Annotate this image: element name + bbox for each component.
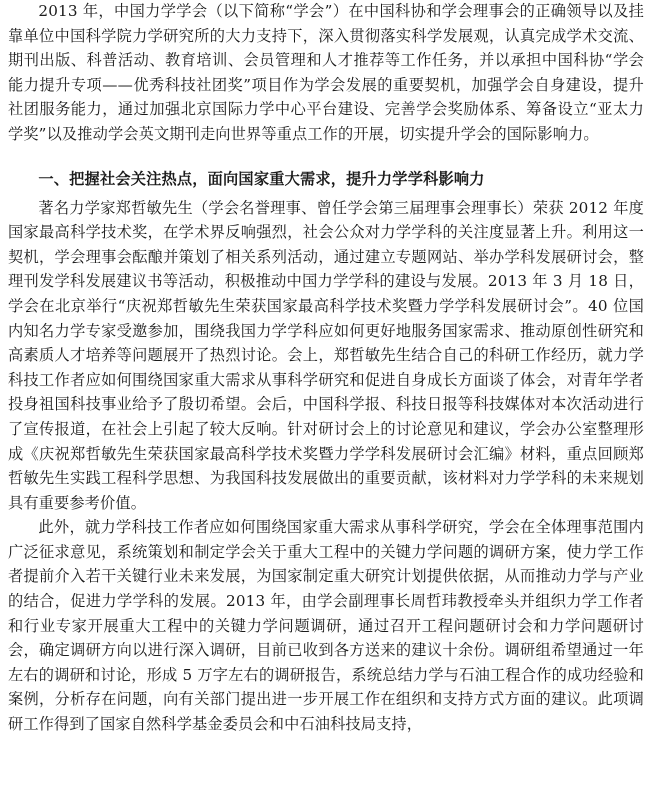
section-paragraph-1: 著名力学家郑哲敏先生（学会名誉理事、曾任学会第三届理事会理事长）荣获 2012 年度国家最高科学技术奖，在学术界反响强烈，社会公众对力学学科的关注度显著上升。利用这一契机，学会理事会酝酿并策划了相关系列活动，通过建立专题网站、举办学科发展研讨会，整理刊发学科发展建议书等活动，积极推动中国力学学科的建设与发展。2013 年 3 月 18 日，学会在北京举行“庆祝郑哲敏先生荣获国家最高科学技术奖暨力学学科发展研讨会”。40 位国内知名力学专家受邀参加，围绕我国力学学科应如何更好地服务国家需求、推动原创性研究和高素质人才培养等问题展开了热烈讨论。会上，郑哲敏先生结合自己的科研工作经历，就力学科技工作者应如何围绕国家重大需求从事科学研究和促进自身成长方面谈了体会，对青年学者投身祖国科技事业给予了殷切希望。会后，中国科学报、科技日报等科技媒体对本次活动进行了宣传报道，在社会上引起了较大反响。针对研讨会上的讨论意见和建议，学会办公室整理形成《庆祝郑哲敏先生荣获国家最高科学技术奖暨力学学科发展研讨会汇编》材料，重点回顾郑哲敏先生实践工程科学思想、为我国科技发展做出的重要贡献，该材料对力学学科的未来规划具有重要参考价值。 <box>8 198 644 512</box>
section-paragraph-2: 此外，就力学科技工作者应如何围绕国家重大需求从事科学研究，学会在全体理事范围内广泛征求意见，系统策划和制定学会关于重大工程中的关键力学问题的调研方案，使力学工作者提前介入若干关键行业未来发展，为国家制定重大研究计划提供依据，从而推动力学与产业的结合，促进力学学科的发展。2013 年，由学会副理事长周哲玮教授牵头并组织力学工作者和行业专家开展重大工程中的关键力学问题调研，通过召开工程问题研讨会和力学问题研讨会，确定调研方向以进行深入调研，目前已收到各方送来的建议十余份。调研组希望通过一年左右的调研和讨论，形成 5 万字左右的调研报告，系统总结力学与石油工程合作的成功经验和案例，分析存在问题，向有关部门提出进一步开展工作在组织和支持方式方面的建议。此项调研工作得到了国家自然科学基金委员会和中石油科技局支持， <box>8 518 644 734</box>
section-heading: 一、把握社会关注热点，面向国家重大需求，提升力学学科影响力 <box>38 169 485 188</box>
document-page <box>8 0 644 737</box>
intro-paragraph: 2013 年，中国力学学会（以下简称“学会”）在中国科协和学会理事会的正确领导以及挂靠单位中国科学院力学研究所的大力支持下，深入贯彻落实科学发展观，认真完成学术交流、期刊出版、科普活动、教育培训、会员管理和人才推荐等工作任务，并以承担中国科协“学会能力提升专项——优秀科技社团奖”项目作为学会发展的重要契机，加强学会自身建设，提升社团服务能力，通过加强北京国际力学中心平台建设、完善学会奖励体系、筹备设立“亚太力学奖”以及推动学会英文期刊走向世界等重点工作的开展，切实提升学会的国际影响力。 <box>8 2 644 143</box>
